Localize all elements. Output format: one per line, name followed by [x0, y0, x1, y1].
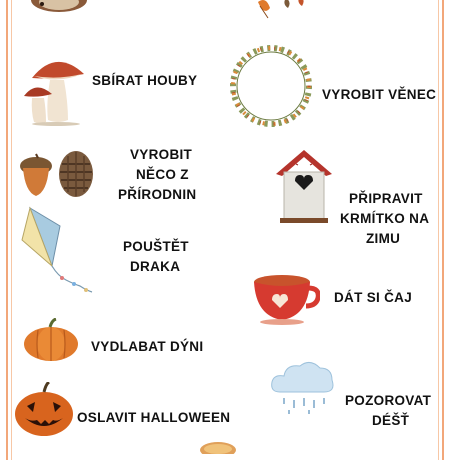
pumpkin-icon — [22, 318, 80, 362]
tea-label: DÁT SI ČAJ — [334, 290, 413, 305]
left-border — [6, 0, 8, 460]
tea-cup-icon — [250, 270, 320, 326]
rain-label-line2: DÉŠŤ — [372, 413, 410, 428]
birdhouse-label-line3: ZIMU — [366, 231, 401, 246]
nature-label-line1: VYROBIT — [130, 147, 193, 162]
rain-cloud-icon — [270, 358, 336, 416]
mushrooms-label: SBÍRAT HOUBY — [92, 73, 198, 88]
wreath-icon — [225, 40, 317, 132]
nature-label-line3: PŘÍRODNIN — [118, 187, 197, 202]
pie-icon — [198, 440, 238, 454]
left-inner-border — [11, 0, 12, 460]
kite-label-line2: DRAKA — [130, 259, 181, 274]
nature-label-line2: NĚCO Z — [136, 167, 189, 182]
leaves-icon — [250, 0, 310, 22]
kite-icon — [18, 206, 98, 298]
pumpkin-label: VYDLABAT DÝNI — [91, 339, 204, 354]
mushroom-icon — [22, 52, 86, 126]
halloween-label: OSLAVIT HALLOWEEN — [77, 410, 231, 425]
pinecone-icon — [56, 148, 96, 200]
birdhouse-icon — [272, 148, 336, 226]
acorn-icon — [17, 152, 55, 198]
rain-label-line1: POZOROVAT — [345, 393, 432, 408]
right-inner-border — [438, 0, 439, 460]
right-border — [442, 0, 444, 460]
birdhouse-label-line1: PŘIPRAVIT — [349, 191, 423, 206]
hedgehog-icon — [28, 0, 90, 16]
kite-label-line1: POUŠTĚT — [123, 239, 189, 254]
birdhouse-label-line2: KRMÍTKO NA — [340, 211, 430, 226]
jack-o-lantern-icon — [13, 382, 75, 438]
wreath-label: VYROBIT VĚNEC — [322, 87, 437, 102]
